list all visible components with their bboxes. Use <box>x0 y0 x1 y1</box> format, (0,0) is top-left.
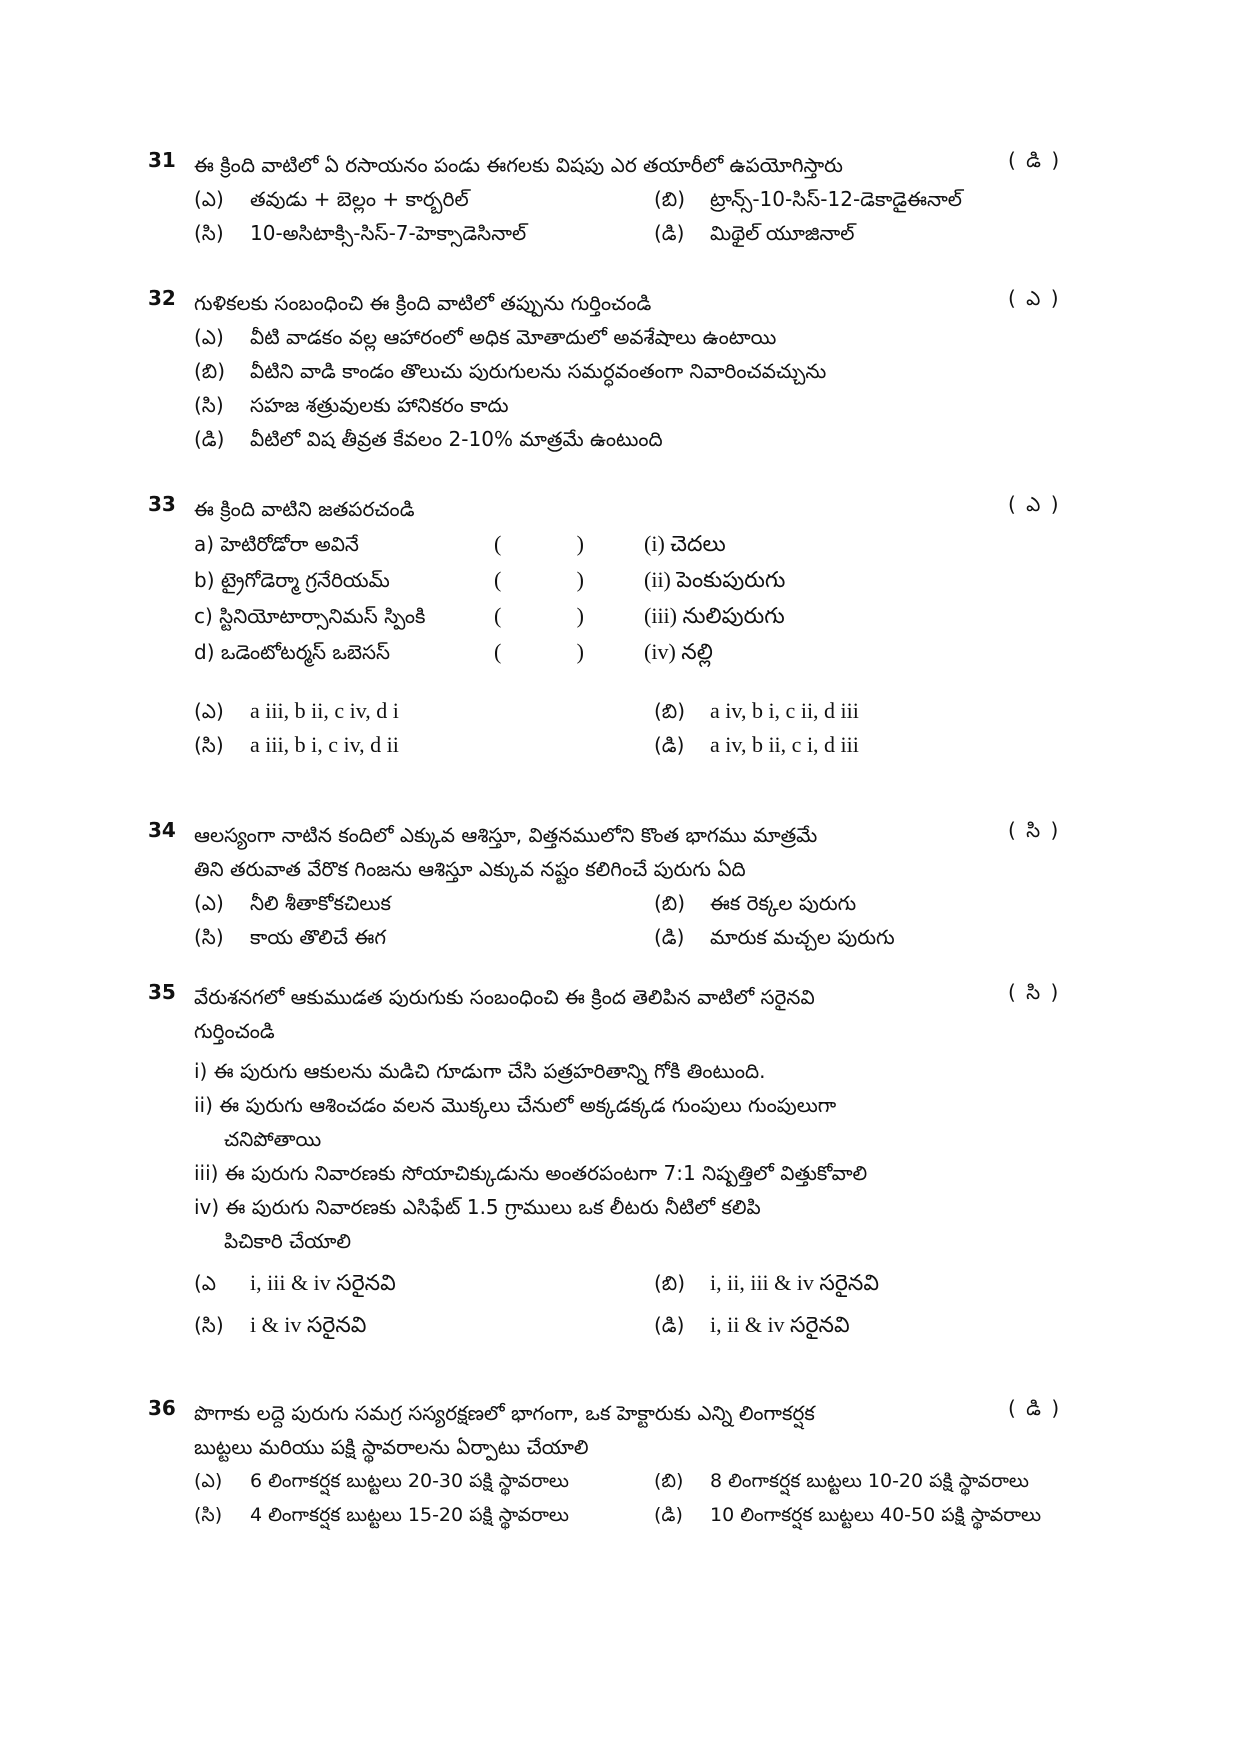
statement: iv) ఈ పురుగు నివారణకు ఎసిఫేట్ 1.5 గ్రాములు ఒక లీటరు నీటిలో కలిపి పిచికారి చేయాలి <box>194 1195 761 1253</box>
question-number: 32 <box>148 286 176 310</box>
option-d: (డి) వీటిలో విష తీవ్రత కేవలం 2-10% మాత్రమే ఉంటుంది <box>194 427 663 451</box>
option-a: (ఎ) తవుడు + బెల్లం + కార్బరిల్ <box>194 187 469 211</box>
answer-key: ( డి ) <box>1008 1396 1062 1420</box>
option-a: (ఎ) 6 లింగాకర్షక బుట్టలు 20-30 పక్షి స్థావరాలు <box>194 1470 569 1492</box>
question-text: ఈ క్రింది వాటిలో ఏ రసాయనం పండు ఈగలకు విషపు ఎర తయారీలో ఉపయోగిస్తారు <box>194 153 843 177</box>
option-a: (ఎ) a iii, b ii, c iv, d i <box>194 698 399 723</box>
option-c: (సి) i & iv సరైనవి <box>194 1312 367 1337</box>
statement: ii) ఈ పురుగు ఆశించడం వలన మొక్కలు చేనులో అక్కడక్కడ గుంపులు గుంపులుగా చనిపోతాయి <box>194 1093 837 1151</box>
answer-key: ( డి ) <box>1008 148 1062 172</box>
question-text: వేరుశనగలో ఆకుముడత పురుగుకు సంబంధించి ఈ క్రింద తెలిపిన వాటిలో సరైనవి గుర్తించండి <box>194 985 815 1043</box>
question-text: పొగాకు లద్దె పురుగు సమగ్ర సస్యరక్షణలో భాగంగా, ఒక హెక్టారుకు ఎన్ని లింగాకర్షక బుట్టలు మరియు పక్షి స్థావరాలను ఏర్పాటు చేయాలి <box>194 1401 815 1459</box>
option-a: (ఎ) వీటి వాడకం వల్ల ఆహారంలో అధిక మోతాదులో అవశేషాలు ఉంటాయి <box>194 325 777 349</box>
question-number: 34 <box>148 818 176 842</box>
match-table <box>194 526 1088 670</box>
option-c: (సి) 4 లింగాకర్షక బుట్టలు 15-20 పక్షి స్థావరాలు <box>194 1504 569 1526</box>
question-number: 31 <box>148 148 176 172</box>
option-b: (బి) 8 లింగాకర్షక బుట్టలు 10-20 పక్షి స్థావరాలు <box>654 1470 1029 1492</box>
option-c: (సి) కాయ తొలిచే ఈగ <box>194 925 386 949</box>
question-number: 35 <box>148 980 176 1004</box>
option-b: (బి) ట్రాన్స్-10-సిస్-12-డెకాడైఈనాల్ <box>654 187 962 211</box>
match-row: d) ఒడెంటోటర్మస్ ఒబెసస్ ( ) (iv) నల్లి <box>194 639 713 664</box>
answer-key: ( ఎ ) <box>1008 286 1061 310</box>
option-d: (డి) మారుక మచ్చల పురుగు <box>654 925 895 949</box>
question-33 <box>148 492 1088 762</box>
option-b: (బి) ఈక రెక్కల పురుగు <box>654 891 857 915</box>
match-row: b) ట్రైగోడెర్మా గ్రనేరియమ్ ( ) (ii) పెంకుపురుగు <box>194 567 786 592</box>
option-d: (డి) 10 లింగాకర్షక బుట్టలు 40-50 పక్షి స్థావరాలు <box>654 1504 1042 1526</box>
option-b: (బి) a iv, b i, c ii, d iii <box>654 698 859 723</box>
statement: i) ఈ పురుగు ఆకులను మడిచి గూడుగా చేసి పత్రహరితాన్ని గోకి తింటుంది. <box>194 1059 766 1083</box>
option-c: (సి) 10-అసిటాక్సి-సిస్-7-హెక్సాడెసినాల్ <box>194 221 527 245</box>
question-32 <box>148 286 1088 456</box>
question-36 <box>148 1396 1088 1532</box>
option-c: (సి) a iii, b i, c iv, d ii <box>194 732 399 757</box>
question-34 <box>148 818 1088 954</box>
answer-key: ( ఎ ) <box>1008 492 1061 516</box>
question-35 <box>148 980 1088 1346</box>
match-row: a) హెటిరోడోరా అవినే ( ) (i) చెదలు <box>194 531 726 556</box>
question-text: ఆలస్యంగా నాటిన కందిలో ఎక్కువ ఆశిస్తూ, విత్తనములోని కొంత భాగము మాత్రమే తిని తరువాత వేరొక గింజను ఆశిస్తూ ఎక్కువ నష్టం కలిగించే పురుగు ఏది <box>194 823 818 881</box>
question-text: ఈ క్రింది వాటిని జతపరచండి <box>194 497 415 521</box>
question-text: గుళికలకు సంబంధించి ఈ క్రింది వాటిలో తప్పును గుర్తించండి <box>194 291 652 315</box>
option-a: (ఎ i, iii & iv సరైనవి <box>194 1270 396 1295</box>
answer-key: ( సి ) <box>1008 818 1061 842</box>
option-c: (సి) సహజ శత్రువులకు హానికరం కాదు <box>194 393 509 417</box>
statement-list <box>194 1054 1088 1258</box>
option-b: (బి) వీటిని వాడి కాండం తొలుచు పురుగులను సమర్ధవంతంగా నివారించవచ్చును <box>194 359 827 383</box>
option-d: (డి) i, ii & iv సరైనవి <box>654 1312 850 1337</box>
question-31 <box>148 148 1088 250</box>
option-a: (ఎ) నీలి శీతాకోకచిలుక <box>194 891 391 915</box>
question-number: 33 <box>148 492 176 516</box>
statement: iii) ఈ పురుగు నివారణకు సోయాచిక్కుడును అంతరపంటగా 7:1 నిష్పత్తిలో విత్తుకోవాలి <box>194 1161 868 1185</box>
option-d: (డి) మిథైల్ యూజినాల్ <box>654 221 855 245</box>
answer-key: ( సి ) <box>1008 980 1061 1004</box>
match-row: c) స్టినియోటార్సానిమస్ స్పింకి ( ) (iii) నులిపురుగు <box>194 603 785 628</box>
option-b: (బి) i, ii, iii & iv సరైనవి <box>654 1270 879 1295</box>
option-d: (డి) a iv, b ii, c i, d iii <box>654 732 859 757</box>
question-number: 36 <box>148 1396 176 1420</box>
